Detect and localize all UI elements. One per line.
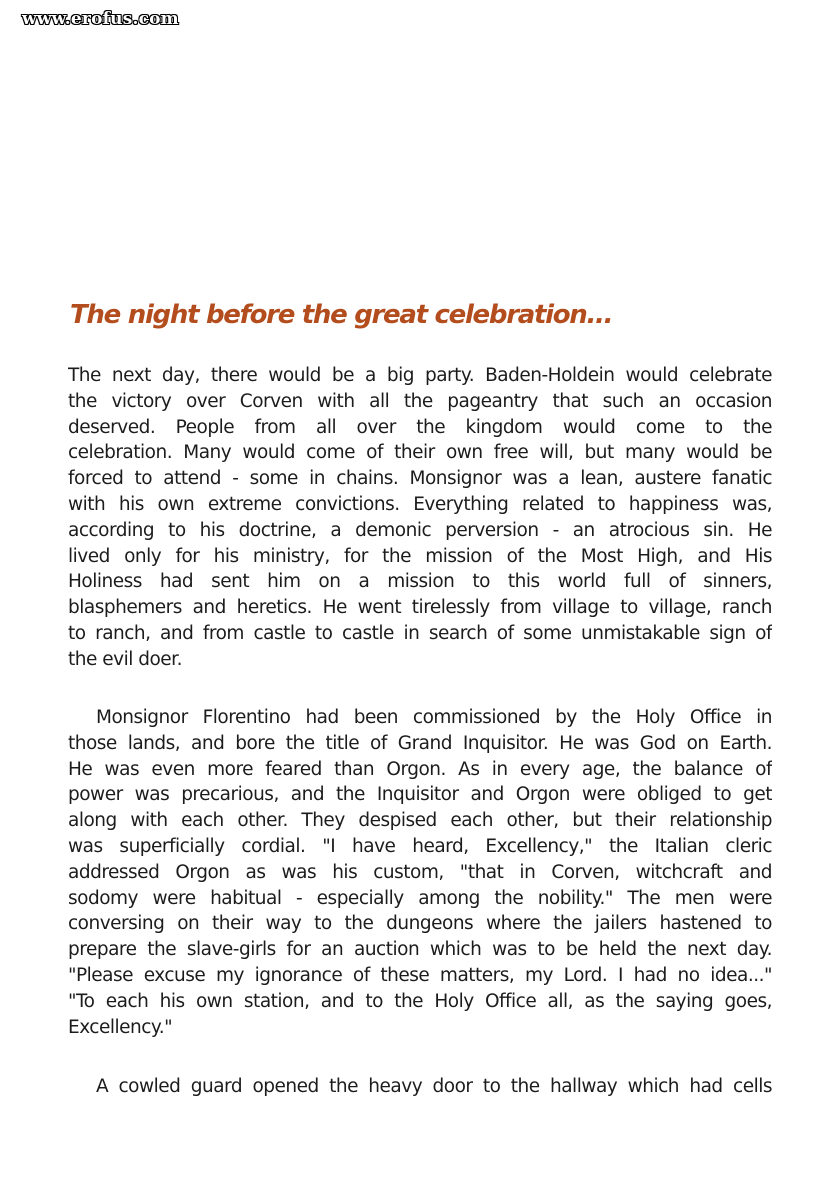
text-line: according to his doctrine, a demonic perversion - an atrocious sin. He (68, 519, 772, 541)
text-line: "Please excuse my ignorance of these matters, my Lord. I had no idea..." (68, 964, 772, 986)
text-line: forced to attend - some in chains. Monsignor was a lean, austere fanatic (68, 468, 772, 490)
page-title: The night before the great celebration... (70, 300, 613, 330)
paragraph (68, 705, 772, 1040)
text-line: was superficially cordial. "I have heard, Excellency," the Italian cleric (68, 835, 772, 857)
paragraph (68, 363, 772, 673)
text-line: Excellency." (68, 1016, 173, 1038)
text-line: the victory over Corven with all the pageantry that such an occasion (68, 390, 772, 412)
text-line: "To each his own station, and to the Holy Office all, as the saying goes, (68, 990, 772, 1012)
text-line: addressed Orgon as was his custom, "that in Corven, witchcraft and (68, 861, 772, 883)
text-line: those lands, and bore the title of Grand Inquisitor. He was God on Earth. (68, 732, 772, 754)
text-line: along with each other. They despised each other, but their relationship (68, 810, 772, 832)
text-line: A cowled guard opened the heavy door to the hallway which had cells (96, 1076, 772, 1097)
text-line: lived only for his ministry, for the mission of the Most High, and His (68, 545, 772, 567)
text-line: blasphemers and heretics. He went tirelessly from village to village, ranch (68, 597, 772, 619)
paragraph (68, 1074, 772, 1100)
text-line: to ranch, and from castle to castle in search of some unmistakable sign of (68, 622, 772, 644)
text-line: the evil doer. (68, 648, 182, 670)
text-line: deserved. People from all over the kingdom would come to the (68, 416, 772, 438)
text-line: Holiness had sent him on a mission to this world full of sinners, (68, 571, 772, 593)
text-line: with his own extreme convictions. Everything related to happiness was, (68, 493, 772, 515)
text-line: celebration. Many would come of their own free will, but many would be (68, 442, 772, 464)
text-line: power was precarious, and the Inquisitor and Orgon were obliged to get (68, 784, 772, 806)
text-line: He was even more feared than Orgon. As in every age, the balance of (68, 758, 772, 780)
text-line: conversing on their way to the dungeons where the jailers hastened to (68, 913, 772, 935)
text-line: The next day, there would be a big party. Baden-Holdein would celebrate (68, 365, 772, 386)
text-line: prepare the slave-girls for an auction which was to be held the next day. (68, 939, 772, 961)
watermark: www.erofus.com (22, 9, 179, 29)
text-line: sodomy were habitual - especially among the nobility." The men were (68, 887, 772, 909)
text-line: Monsignor Florentino had been commissioned by the Holy Office in (96, 707, 772, 728)
